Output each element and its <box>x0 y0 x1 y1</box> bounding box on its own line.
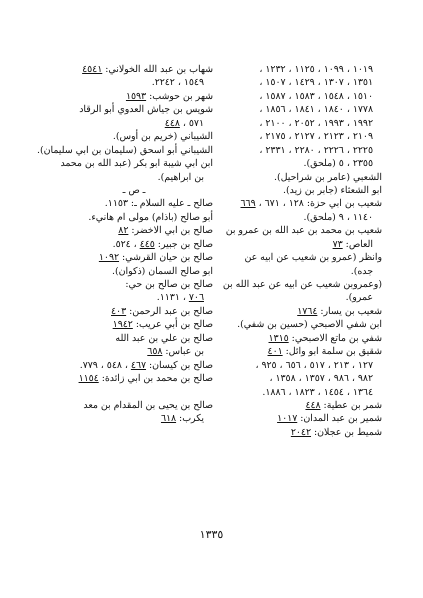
index-entry <box>55 171 213 184</box>
index-entry <box>218 305 382 318</box>
index-entry <box>55 386 213 399</box>
entry-text: الشعبي (عامر بن شراحيل). <box>274 171 382 183</box>
page-number: ١٣٣٥ <box>199 528 224 541</box>
entry-page-ref: ٢٠٤٢ <box>290 426 312 438</box>
entry-text: ١٠١٩ ، ١٠٩٩ ، ١١٢٥ ، ١٢٣٢ ، <box>259 64 373 75</box>
entry-text: ابو الشعثاء (جابر بن زيد). <box>283 184 382 196</box>
entry-page-ref: ٤٥٤١ <box>82 64 103 75</box>
entry-page-ref: ٤٤٥ <box>139 238 155 250</box>
index-entry <box>55 103 213 116</box>
entry-text: أبو صالح (باذام) مولى ام هانيء. <box>88 211 213 223</box>
index-entry <box>55 332 213 345</box>
index-entry <box>55 278 213 291</box>
entry-text: ١٧٧٨ ، ١٨٤٠ ، ١٨٤١ ، ١٨٥٦ ، <box>259 104 373 116</box>
entry-text: صالح بن حيان القرشي: <box>122 252 213 264</box>
entry-text: ابن ابي شيبة ابو بكر (عبد الله بن محمد <box>60 158 213 170</box>
entry-text: ابن شفي الاصبحي (حسين بن شفي). <box>237 319 382 331</box>
entry-page-ref: ١٥٩٣ <box>125 90 147 102</box>
entry-text: شهر بن حوشب: <box>149 90 213 102</box>
index-entry <box>218 157 382 170</box>
index-entry <box>218 386 382 399</box>
index-column-left <box>37 63 213 426</box>
index-entry <box>218 426 382 439</box>
index-entry <box>218 184 382 197</box>
index-entry <box>218 265 382 278</box>
entry-page-ref: ٧٠٦ <box>188 292 204 304</box>
index-entry <box>218 103 382 116</box>
index-entry <box>55 238 213 251</box>
index-entry <box>55 305 213 318</box>
entry-text: بن ابراهيم). <box>157 171 204 183</box>
entry-text: ابو صالح السمان (ذكوان). <box>112 265 213 277</box>
index-entry <box>218 251 382 264</box>
index-entry <box>55 117 213 130</box>
entry-text: ١٢٧ ، ٢١٣ ، ٥١٧ ، ٦٥٦ ، ٩٢٥ ، <box>255 359 373 371</box>
entry-text: شمير بن عبد المدان: <box>300 413 382 425</box>
index-entry <box>218 90 382 103</box>
index-entry <box>218 144 382 157</box>
index-entry <box>55 224 213 237</box>
entry-text: شعيب بن ابي حزة: ١٢٨ ، ٦٧١ ، <box>258 198 382 210</box>
entry-text: يكرب: <box>179 413 204 425</box>
entry-page-ref: ١١٥٤ <box>78 373 99 385</box>
index-entry <box>55 291 213 304</box>
index-entry <box>55 211 213 224</box>
index-entry <box>55 251 213 264</box>
index-entry <box>55 318 213 331</box>
index-entry <box>218 412 382 425</box>
entry-text: عمرو). <box>345 292 373 304</box>
entry-page-ref: ٤٦٧ <box>130 359 147 371</box>
entry-text: ٢١٠٩ ، ٢١٢٣ ، ٢١٢٧ ، ٢١٧٥ ، <box>259 131 373 143</box>
entry-text: بن عباس: <box>165 346 204 358</box>
index-entry <box>218 332 382 345</box>
index-entry <box>218 399 382 412</box>
entry-text: ١٥٤٩ ، ٢٢٤٢. <box>151 77 204 89</box>
entry-page-ref: ٤٠٣ <box>111 305 127 317</box>
entry-text: ٩٨٢ ، ٩٨٦ ، ١٣٥٧ ، ١٣٥٨ ، <box>269 373 373 385</box>
entry-page-ref: ١٧٦٤ <box>297 305 318 317</box>
index-entry <box>218 372 382 385</box>
entry-text: ١٣٥١ ، ١٣٠٧ ، ١٤٢٩ ، ١٥٠٧ ، <box>259 77 373 89</box>
index-entry <box>55 345 213 358</box>
entry-after: ، ١١٣١. <box>156 292 186 304</box>
entry-text: صالح بن عبد الرحمن: <box>129 305 213 317</box>
index-entry <box>218 291 382 304</box>
entry-text: ٢٣٥٥ ، ٥ (ملحق). <box>303 158 373 170</box>
entry-text: شعيب بن يسار: <box>320 305 382 317</box>
entry-text: وانظر (عمرو بن شعيب عن ابيه عن <box>244 252 382 264</box>
entry-text: صالح ـ عليه السلام ـ: ١١٥٣. <box>104 198 213 210</box>
entry-text: شقيق بن سلمة ابو وائل: <box>285 346 382 358</box>
entry-page-ref: ١٣١٥ <box>268 332 289 344</box>
entry-page-ref: ٤٤٨ <box>305 399 321 411</box>
index-column-right <box>218 63 382 439</box>
index-entry <box>55 90 213 103</box>
entry-page-ref: ٤٤٨ <box>164 117 180 129</box>
entry-page-ref: ٦١٨ <box>160 413 177 425</box>
index-entry <box>218 171 382 184</box>
entry-text: شفي بن ماتع الاصبحي: <box>291 332 382 344</box>
entry-text: ٢٢٢٥ ، ٢٢٢٦ ، ٢٢٨٠ ، ٢٣٣١ ، <box>259 144 373 156</box>
index-entry <box>55 76 213 89</box>
entry-text: جده). <box>350 265 373 277</box>
entry-page-ref: ١٠١٧ <box>277 413 298 425</box>
index-entry <box>218 359 382 372</box>
entry-page-ref: ١٩٤٢ <box>112 319 133 331</box>
index-entry <box>218 238 382 251</box>
entry-text: صالح بن محمد بن ابي زائدة: <box>101 373 213 385</box>
entry-page-ref: ١٠٩٢ <box>98 252 120 264</box>
index-entry <box>218 130 382 143</box>
index-entry <box>218 211 382 224</box>
entry-text: شعيب بن محمد بن عبد الله بن عمرو بن <box>225 225 382 237</box>
entry-page-ref: ٨٢ <box>118 225 129 237</box>
index-entry <box>218 197 382 210</box>
entry-after: ، ٥٢٤. <box>112 238 137 250</box>
index-entry <box>55 412 213 425</box>
index-entry <box>55 63 213 76</box>
index-entry <box>218 345 382 358</box>
entry-text: صالح بن جبير: <box>157 238 213 250</box>
entry-text: (وعمروبن شعيب عن ابيه عن عبد الله بن <box>222 279 382 290</box>
index-entry <box>55 197 213 210</box>
index-entry <box>218 278 382 291</box>
entry-text: صالح بن كيسان: <box>149 359 213 371</box>
entry-text: الشيباني أبو اسحق (سليمان بن ابي سليمان). <box>37 144 213 156</box>
entry-text: الشيباني (خريم بن أوس). <box>112 131 213 143</box>
entry-page-ref: ٧٣ <box>332 238 343 250</box>
entry-page-ref: ٦٦٩ <box>240 198 256 210</box>
entry-text: صالح بن يحيى بن المقدام بن معد <box>83 399 213 411</box>
entry-text: صالح بن ابي الاخضر: <box>131 225 213 237</box>
index-entry <box>218 63 382 76</box>
entry-page-ref: ٤٠١ <box>267 346 283 358</box>
entry-text: شهاب بن عبد الله الخولاني: <box>105 64 213 75</box>
entry-text: العاص: <box>345 238 373 250</box>
entry-text: ١٥١٠ ، ١٥٤٨ ، ١٥٨٣ ، ١٥٨٧ ، <box>259 90 373 102</box>
entry-text: ٥٧١ ، <box>182 117 204 129</box>
index-entry <box>218 117 382 130</box>
index-entry <box>55 130 213 143</box>
entry-after: ، ٥٤٨ ، ٧٧٩. <box>79 359 128 371</box>
index-entry <box>55 372 213 385</box>
entry-text: ـ ص ـ <box>122 184 146 196</box>
index-entry <box>218 76 382 89</box>
entry-text: شمر بن عطية: <box>323 399 382 411</box>
index-entry <box>55 157 213 170</box>
entry-text: صالح بن أبي عريب: <box>135 319 213 331</box>
entry-text: شويس بن جياش العدوي أبو الرقاد <box>79 104 213 116</box>
index-entry <box>218 224 382 237</box>
index-entry <box>55 399 213 412</box>
index-entry <box>55 359 213 372</box>
entry-text: ١١٤٠ ، ٩ (ملحق). <box>303 211 373 223</box>
index-entry <box>55 265 213 278</box>
index-entry <box>55 184 213 197</box>
entry-text: صالح بن صالح بن حي: <box>125 279 213 290</box>
index-entry <box>37 144 213 157</box>
index-entry <box>218 318 382 331</box>
entry-text: صالح بن علي بن عبد الله <box>115 332 213 344</box>
entry-text: ١٩٩٢ ، ١٩٩٣ ، ٢٠٥٢ ، ٢١٠٠ ، <box>259 117 373 129</box>
entry-page-ref: ٦٥٨ <box>147 346 163 358</box>
entry-text: شميط بن عجلان: <box>314 426 382 438</box>
entry-text: ١٣٦٤ ، ١٤٥٤ ، ١٨٢٣ ، ١٨٨٦. <box>262 386 373 398</box>
